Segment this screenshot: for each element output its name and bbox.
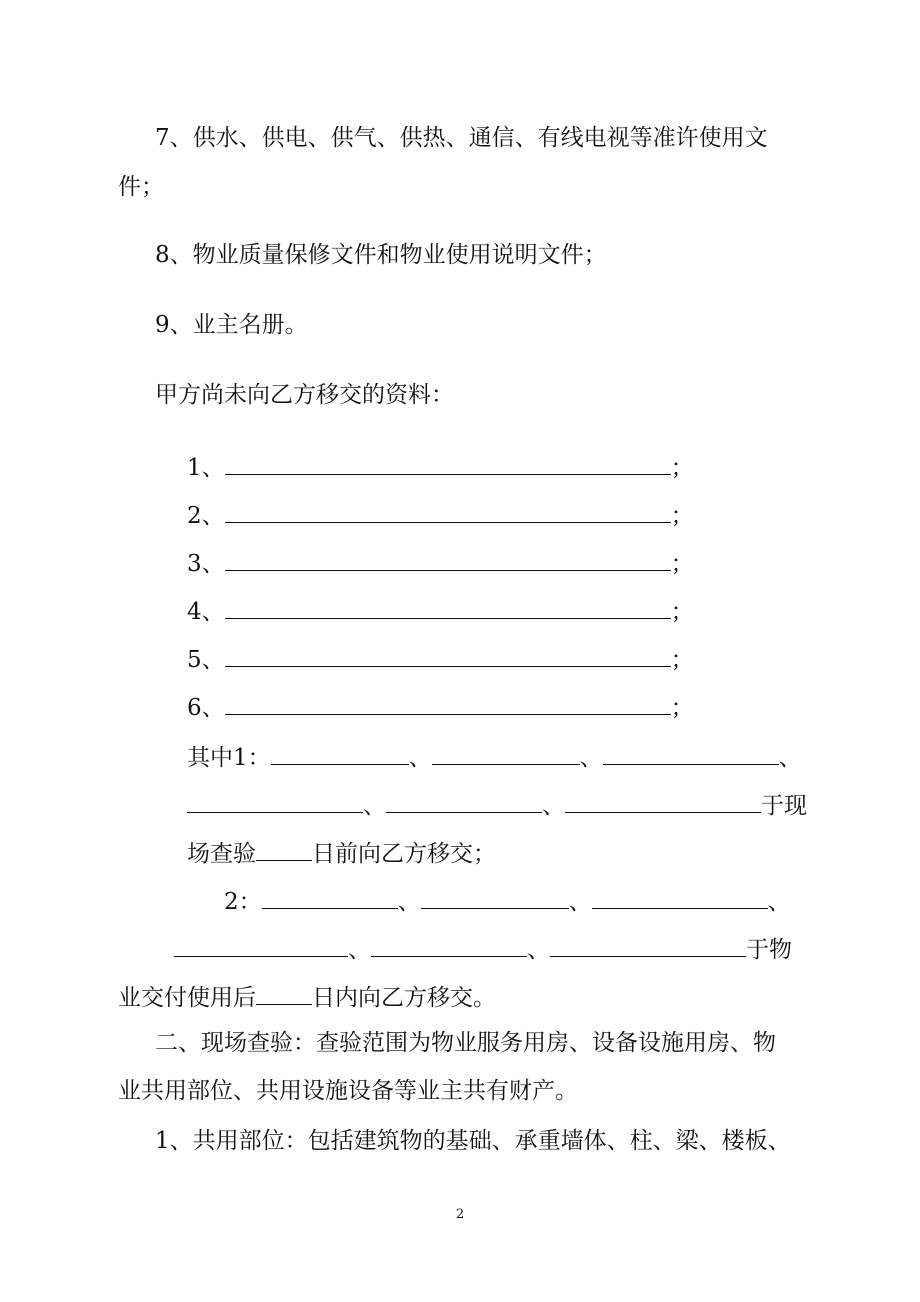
clause-1-line2 (187, 790, 807, 821)
fill-in-blank (550, 934, 746, 957)
fill-in-blank (262, 886, 398, 909)
separator: 、 (397, 889, 421, 915)
fill-in-blank (225, 692, 671, 715)
clause-2-line3-start: 业交付使用后 (118, 985, 256, 1011)
separator: 、 (767, 889, 791, 915)
clause-2-prefix: 2： (224, 889, 262, 915)
clause-1-line3-end: 日前向乙方移交； (312, 841, 496, 867)
separator: 、 (363, 793, 386, 819)
blank-list-item (187, 500, 694, 531)
blank-list-suffix: ； (670, 599, 694, 625)
clause-1-line3-start: 场查验 (187, 841, 256, 867)
blank-list-suffix: ； (670, 503, 694, 529)
clause-2-end: 于物 (746, 937, 792, 963)
clause-1-line1 (187, 742, 802, 773)
page-number: 2 (455, 1207, 465, 1222)
fill-in-blank (174, 934, 348, 957)
fill-in-blank (592, 886, 768, 909)
fill-in-blank (256, 982, 312, 1005)
section-2-line2: 业共用部位、共用设施设备等业主共有财产。 (118, 1078, 578, 1104)
blank-list-number: 2、 (187, 503, 225, 529)
clause-2-line3 (118, 982, 496, 1013)
blank-list-number: 6、 (187, 695, 225, 721)
fill-in-blank (432, 742, 580, 765)
clause-1-end: 于现 (761, 793, 807, 819)
item-9: 9、业主名册。 (155, 312, 308, 338)
item-7-line2: 件； (118, 174, 164, 200)
separator: 、 (579, 745, 603, 771)
blank-list-suffix: ； (670, 455, 694, 481)
separator: 、 (542, 793, 565, 819)
fill-in-blank (225, 500, 671, 523)
fill-in-blank (271, 742, 409, 765)
clause-1-line3 (187, 838, 496, 869)
blank-list-item (187, 596, 694, 627)
fill-in-blank (421, 886, 569, 909)
separator: 、 (778, 745, 802, 771)
separator: 、 (408, 745, 432, 771)
separator: 、 (527, 937, 550, 963)
clause-1-prefix: 其中1： (187, 745, 271, 771)
fill-in-blank (256, 838, 312, 861)
blank-list-number: 5、 (187, 647, 225, 673)
blank-list-item (187, 692, 694, 723)
clause-2-line2 (174, 934, 792, 965)
blank-list-item (187, 644, 694, 675)
blank-list-suffix: ； (670, 647, 694, 673)
fill-in-blank (225, 644, 671, 667)
blank-list-number: 1、 (187, 455, 225, 481)
fill-in-blank (603, 742, 779, 765)
item-8: 8、物业质量保修文件和物业使用说明文件； (155, 242, 607, 268)
separator: 、 (568, 889, 592, 915)
blank-list-number: 3、 (187, 551, 225, 577)
common-parts-line1: 1、共用部位：包括建筑物的基础、承重墙体、柱、梁、楼板、 (155, 1128, 791, 1154)
fill-in-blank (225, 452, 671, 475)
item-7-line1: 7、供水、供电、供气、供热、通信、有线电视等准许使用文 (155, 125, 768, 151)
blank-list-suffix: ； (670, 695, 694, 721)
fill-in-blank (187, 790, 363, 813)
blank-list-number: 4、 (187, 599, 225, 625)
clause-2-line3-end: 日内向乙方移交。 (312, 985, 496, 1011)
fill-in-blank (371, 934, 527, 957)
fill-in-blank (386, 790, 542, 813)
untransferred-heading: 甲方尚未向乙方移交的资料： (155, 382, 454, 408)
fill-in-blank (565, 790, 761, 813)
separator: 、 (348, 937, 371, 963)
clause-2-line1 (224, 886, 791, 917)
blank-list-item (187, 548, 694, 579)
blank-list-suffix: ； (670, 551, 694, 577)
fill-in-blank (225, 596, 671, 619)
section-2-line1: 二、现场查验：查验范围为物业服务用房、设备设施用房、物 (155, 1030, 776, 1056)
blank-list-item (187, 452, 694, 483)
fill-in-blank (225, 548, 671, 571)
